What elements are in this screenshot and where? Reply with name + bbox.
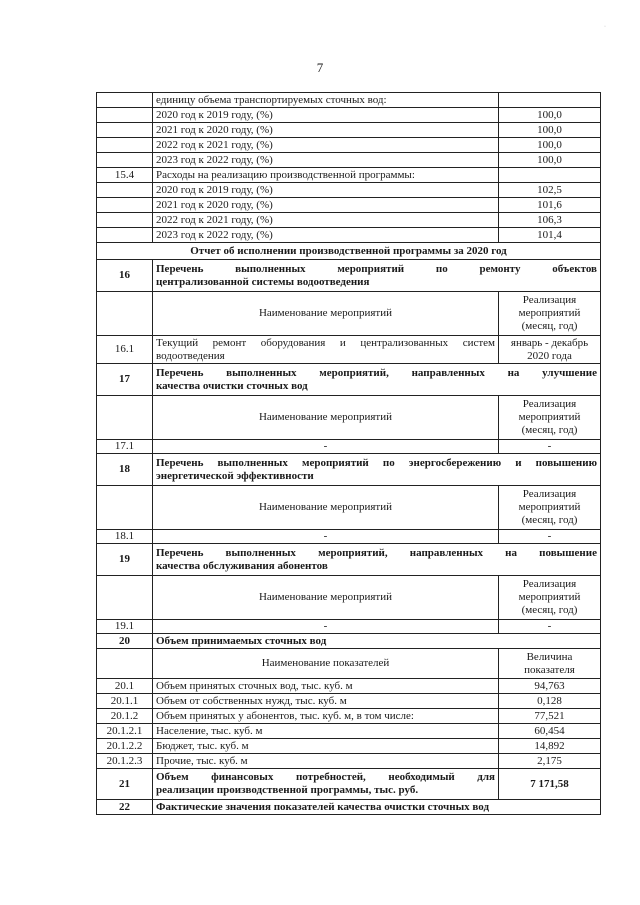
row-number <box>97 138 153 153</box>
row-text: 2021 год к 2020 году, (%) <box>153 123 499 138</box>
corner-mark: · <box>604 24 606 30</box>
row-text: Объем принятых сточных вод, тыс. куб. м <box>153 679 499 694</box>
table-row <box>97 739 601 754</box>
row-number: 15.4 <box>97 168 153 183</box>
section-title-line: Перечень выполненных мероприятий, направленных на повышение <box>156 546 597 559</box>
header-implementation-line: (месяц, год) <box>521 514 578 526</box>
table-row <box>97 620 601 634</box>
table-row <box>97 168 601 183</box>
section-title <box>153 769 499 800</box>
section-header-row <box>97 396 601 440</box>
program-table <box>96 92 601 815</box>
header-blank <box>97 396 153 440</box>
header-implementation-line: мероприятий <box>518 501 581 513</box>
row-number: 19.1 <box>97 620 153 634</box>
table-row <box>97 694 601 709</box>
table-row <box>97 183 601 198</box>
row-number: 16.1 <box>97 336 153 364</box>
financial-needs-value: 7 171,58 <box>499 769 601 800</box>
row-number: 20.1.2 <box>97 709 153 724</box>
row-number <box>97 198 153 213</box>
row-text: Объем принятых у абонентов, тыс. куб. м, в том числе: <box>153 709 499 724</box>
table-row <box>97 440 601 454</box>
header-name: Наименование мероприятий <box>153 292 499 336</box>
row-value-line: январь - декабрь <box>510 336 589 349</box>
section-number: 18 <box>97 454 153 486</box>
row-value-line: 2020 года <box>527 349 572 362</box>
section-number: 17 <box>97 364 153 396</box>
section-title-line: Перечень выполненных мероприятий, направленных на улучшение <box>156 366 597 379</box>
row-text: 2023 год к 2022 году, (%) <box>153 153 499 168</box>
table-row <box>97 153 601 168</box>
row-value: 101,6 <box>499 198 601 213</box>
row-text: 2021 год к 2020 году, (%) <box>153 198 499 213</box>
program-table-body <box>97 93 601 815</box>
header-implementation-line: (месяц, год) <box>521 604 578 616</box>
section-title-row <box>97 769 601 800</box>
table-row <box>97 530 601 544</box>
header-value <box>499 649 601 679</box>
section-title-row <box>97 454 601 486</box>
row-text: Объем от собственных нужд, тыс. куб. м <box>153 694 499 709</box>
row-number: 20.1.1 <box>97 694 153 709</box>
row-value <box>499 93 601 108</box>
row-value: 101,4 <box>499 228 601 243</box>
row-text <box>153 440 499 454</box>
header-value-line: Величина <box>526 650 573 663</box>
section-title-line: качества очистки сточных вод <box>156 379 308 392</box>
section-title-row <box>97 544 601 576</box>
row-text <box>153 530 499 544</box>
row-value-line: - <box>547 440 552 452</box>
row-number: 20.1.2.2 <box>97 739 153 754</box>
row-number: 18.1 <box>97 530 153 544</box>
header-implementation-line: Реализация <box>522 578 577 590</box>
row-value: 0,128 <box>499 694 601 709</box>
header-implementation-line: (месяц, год) <box>521 320 578 332</box>
row-number: 17.1 <box>97 440 153 454</box>
section-title <box>153 454 601 486</box>
header-implementation <box>499 576 601 620</box>
header-implementation-line: мероприятий <box>518 411 581 423</box>
header-implementation-line: Реализация <box>522 294 577 306</box>
header-implementation-line: мероприятий <box>518 591 581 603</box>
table-row <box>97 93 601 108</box>
section-title <box>153 364 601 396</box>
section-title-row <box>97 634 601 649</box>
section-title-row <box>97 800 601 815</box>
row-text-line: - <box>323 440 328 452</box>
header-implementation <box>499 396 601 440</box>
row-value-line: - <box>547 620 552 632</box>
row-value <box>499 440 601 454</box>
row-number <box>97 183 153 198</box>
row-number: 20.1.2.3 <box>97 754 153 769</box>
header-name: Наименование мероприятий <box>153 396 499 440</box>
section-title-line: Перечень выполненных мероприятий по энергосбережению и повышению <box>156 456 597 469</box>
table-row <box>97 679 601 694</box>
section-header-row <box>97 486 601 530</box>
row-value: 77,521 <box>499 709 601 724</box>
row-text <box>153 620 499 634</box>
row-text <box>153 336 499 364</box>
row-value: 100,0 <box>499 123 601 138</box>
section-title <box>153 544 601 576</box>
table-row <box>97 198 601 213</box>
row-value: 106,3 <box>499 213 601 228</box>
row-value: 100,0 <box>499 138 601 153</box>
section-header-row <box>97 576 601 620</box>
row-value <box>499 336 601 364</box>
table-row <box>97 336 601 364</box>
row-text: 2023 год к 2022 году, (%) <box>153 228 499 243</box>
section-title-row <box>97 364 601 396</box>
row-value <box>499 620 601 634</box>
header-implementation-line: Реализация <box>522 398 577 410</box>
header-blank <box>97 576 153 620</box>
section-title: Объем принимаемых сточных вод <box>153 634 601 649</box>
row-value: 14,892 <box>499 739 601 754</box>
header-implementation-line: (месяц, год) <box>521 424 578 436</box>
header-blank <box>97 486 153 530</box>
row-text: 2020 год к 2019 году, (%) <box>153 183 499 198</box>
header-name: Наименование показателей <box>153 649 499 679</box>
row-text: 2020 год к 2019 году, (%) <box>153 108 499 123</box>
header-implementation-line: Реализация <box>522 488 577 500</box>
row-text: Население, тыс. куб. м <box>153 724 499 739</box>
header-name: Наименование мероприятий <box>153 486 499 530</box>
row-text: Бюджет, тыс. куб. м <box>153 739 499 754</box>
row-text: 2022 год к 2021 году, (%) <box>153 138 499 153</box>
row-number: 20.1.2.1 <box>97 724 153 739</box>
section-title-line: Объем финансовых потребностей, необходимый для <box>156 771 495 783</box>
row-value: 102,5 <box>499 183 601 198</box>
header-implementation <box>499 292 601 336</box>
header-implementation-line: мероприятий <box>518 307 581 319</box>
report-title-row <box>97 243 601 260</box>
section-number: 19 <box>97 544 153 576</box>
row-number <box>97 123 153 138</box>
row-value: 94,763 <box>499 679 601 694</box>
table-row <box>97 138 601 153</box>
section-title: Фактические значения показателей качества очистки сточных вод <box>153 800 601 815</box>
row-value <box>499 168 601 183</box>
page-number: 7 <box>316 60 324 75</box>
row-value <box>499 530 601 544</box>
row-text: 2022 год к 2021 году, (%) <box>153 213 499 228</box>
header-blank <box>97 649 153 679</box>
section-title-line: качества обслуживания абонентов <box>156 559 328 572</box>
section-title-line: реализации производственной программы, тыс. руб. <box>156 784 419 796</box>
table-row <box>97 228 601 243</box>
row-number <box>97 213 153 228</box>
table-row <box>97 213 601 228</box>
section-title <box>153 260 601 292</box>
row-text-line: - <box>323 530 328 542</box>
row-value: 100,0 <box>499 108 601 123</box>
row-value: 60,454 <box>499 724 601 739</box>
row-value: 100,0 <box>499 153 601 168</box>
row-number: 20.1 <box>97 679 153 694</box>
header-name: Наименование мероприятий <box>153 576 499 620</box>
row-text: Расходы на реализацию производственной программы: <box>153 168 499 183</box>
section-number: 16 <box>97 260 153 292</box>
row-text-line: - <box>323 620 328 632</box>
row-text: единицу объема транспортируемых сточных вод: <box>153 93 499 108</box>
header-blank <box>97 292 153 336</box>
row-number <box>97 108 153 123</box>
table-row <box>97 709 601 724</box>
section-number: 21 <box>97 769 153 800</box>
row-text: Прочие, тыс. куб. м <box>153 754 499 769</box>
header-implementation <box>499 486 601 530</box>
section-header-row <box>97 292 601 336</box>
table-row <box>97 754 601 769</box>
table-row <box>97 724 601 739</box>
row-number <box>97 93 153 108</box>
section-title-line: энергетической эффективности <box>156 469 314 482</box>
row-number <box>97 228 153 243</box>
row-value-line: - <box>547 530 552 542</box>
section-header-row <box>97 649 601 679</box>
row-text-line: водоотведения <box>156 349 225 362</box>
section-title-line: централизованной системы водоотведения <box>156 275 370 288</box>
row-number <box>97 153 153 168</box>
row-value: 2,175 <box>499 754 601 769</box>
section-number: 22 <box>97 800 153 815</box>
table-row <box>97 108 601 123</box>
section-number: 20 <box>97 634 153 649</box>
section-title-line: Перечень выполненных мероприятий по ремонту объектов <box>156 262 597 275</box>
report-title: Отчет об исполнении производственной программы за 2020 год <box>97 243 601 260</box>
header-value-line: показателя <box>524 663 575 676</box>
row-text-line: Текущий ремонт оборудования и централизованных систем <box>156 336 495 349</box>
section-title-row <box>97 260 601 292</box>
table-row <box>97 123 601 138</box>
